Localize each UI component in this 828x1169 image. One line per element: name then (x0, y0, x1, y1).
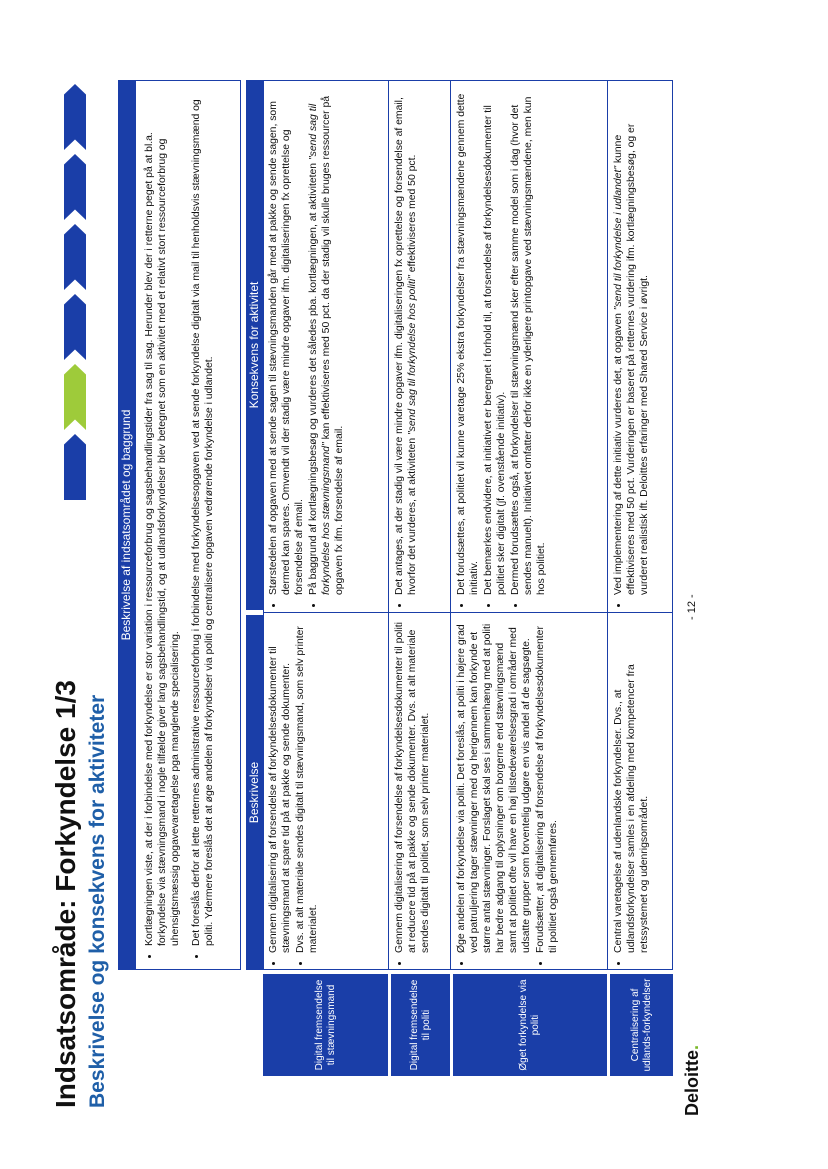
chevron-step-4 (64, 224, 86, 290)
chevron-step-6 (64, 84, 86, 150)
row-2-desc-bullet-1: • Gennem digitalisering af forsendelse af forkyndelsesdokumenter til politi at reducere tid på at pakke og sende dokumenter. Dvs. at alt materiale sendes digitalt til politiet, som selv printer materialet. (393, 621, 432, 953)
row-4-consequence (608, 80, 673, 612)
row-4-description (608, 613, 673, 970)
chevron-step-2-active (64, 364, 86, 430)
page-subtitle: Beskrivelse og konsekvens for aktiviteter (86, 694, 109, 1108)
row-1-description (263, 613, 388, 970)
intro-bullet-2: • Det foreslås derfor at lette retternes administrative ressourceforbrug i forbindelse med forkyndelsesopgaven ved at sende forkyndelse digitalt via mail til henholdsvis stævningsmænd og politi. Ydermere foreslås det at øge andelen af forkyndelser via politi og centralisere opgaven vedrørende forkyndelse i udlandet. (190, 94, 216, 946)
column-header-description: Beskrivelse (246, 615, 263, 970)
progress-chevrons (64, 80, 86, 500)
row-4-cons-bullet-1: • Ved implementering af dette initiativ vurderes det, at opgaven "send til forkyndelse i udlandet" kunne effektiviseres med 50 pct. Vurderingen er baseret på retternes vurdering ifm. kortlægningsbesøg, og er vurderet realistisk ift. Deloittes erfaringer med Shared Service i øvrigt. (612, 88, 651, 595)
deloitte-logo: Deloitte. (682, 1044, 702, 1116)
row-2-description (389, 613, 450, 970)
chevron-step-5 (64, 154, 86, 220)
intro-text (135, 80, 241, 970)
page-title: Indsatsområde: Forkyndelse 1/3 (50, 680, 81, 1108)
row-1-desc-bullet-2: • Dvs. at alt materiale sendes digitalt til stævningsmand, som selv printer materialet. (294, 621, 320, 953)
row-3-consequence (451, 80, 607, 612)
row-3-cons-bullet-1: • Det forudsættes, at politiet vil kunne varetage 25% ekstra forkyndelser fra stævningsmændene gennem dette initiativ. (455, 88, 481, 595)
row-label-oget-forkyndelse: Øget forkyndelse via politi (453, 974, 607, 1076)
row-1-cons-bullet-1: • Størstedelen af opgaven med at sende sagen til stævningsmanden går med at pakke og sende sagen, som dermed kan spares. Omvendt vil der stadig være mindre opgaver ifm. digitaliseringen fx oprettelse og forsendelse af email. (267, 88, 306, 595)
row-label-digital-stevningsmand: Digital fremsendelse til stævningsmand (263, 974, 388, 1076)
row-3-cons-bullet-3: • Dermed forudsættes også, at forkyndelser til stævningsmænd sker efter samme model som i dag (hvor det sendes manuelt). Initiativet omfatter derfor ikke en yderligere printopgave ved stævningsmændene, men kun hos politiet. (509, 88, 548, 595)
row-2-consequence (389, 80, 450, 612)
row-3-cons-bullet-2: • Det bemærkes endvidere, at initiativet er beregnet i forhold til, at forsendelse af forkyndelsesdokumenter til politiet sker digitalt (jf. ovenstående initiativ). (482, 88, 508, 595)
row-3-description (451, 613, 607, 970)
slide (50, 60, 710, 1120)
row-1-desc-bullet-1: • Gennem digitalisering af forsendelse af forkyndelsesdokumenter til stævningsmand at spare tid på at pakke og sende dokumenter. (267, 621, 293, 953)
section-header-background: Beskrivelse af indsatsområdet og baggrund (118, 80, 135, 970)
row-2-cons-bullet-1: • Det antages, at der stadig vil være mindre opgaver ifm. digitaliseringen fx oprettelse og forsendelse af email, hvorfor det vurderes, at aktiviteten "send sag til forkyndelse hos politi" effektiviseres med 50 pct. (393, 88, 419, 595)
intro-bullet-1: • Kortlægningen viste, at der i forbindelse med forkyndelse er stor variation i ressourceforbrug og sagsbehandlingstider fra sag til sag. Herunder blev der i retterne peget på at bl.a. forkyndelse via stævningsmand i nogle tilfælde giver lang sagsbehandlingstid, og at udlandsforkyndelser blev betegnet som en aktivitet med et relativt stort ressourceforbrug og uhensigtsmæssig opgavevaretagelse pga manglende specialisering. (143, 94, 182, 946)
row-3-desc-bullet-2: • Forudsætter, at digitalisering af forsendelse af forkyndelsesdokumenter til politiet også gennemføres. (534, 621, 560, 953)
row-3-desc-bullet-1: • Øge andelen af forkyndelse via politi. Det foreslås, at politi i højere grad ved patruljering tager stævninger med og herigennem kan forkynde et større antal stævninger. Forslaget skal ses i sammenhæng med at politi har bedre adgang til oplysninger om borgerne end stævningsmænd samt at politiet ofte vil have en høj tilstedeværelsesgrad i områder med udsatte grupper som forventelig udgøre en vis andel af de sagsøgte. (455, 621, 533, 953)
row-label-centralisering: Centralisering af udlands-forkyndelser (610, 974, 673, 1076)
page-number: - 12 - (686, 594, 698, 620)
row-4-desc-bullet-1: • Central varetagelse af udenlandske forkyndelser. Dvs., at udlandsforkyndelser samles i en afdeling med kompetencer fra retssystemet og udenrigsområdet. (612, 621, 651, 953)
row-1-consequence (263, 80, 388, 612)
row-1-cons-bullet-2: • På baggrund af kortlægningsbesøg og vurderes det således pba. kortlægningen, at aktiviteten "send sag til forkyndelse hos stævningsmand" kan effektiviseres med 50 pct. da der stadig vil skulle bruges ressourcer på opgaven fx ifm. forsendelse af email. (307, 88, 346, 595)
chevron-step-1 (64, 434, 86, 500)
column-header-consequence: Konsekvens for aktivitet (246, 80, 263, 610)
chevron-step-3 (64, 294, 86, 360)
row-label-digital-politi: Digital fremsendelse til politi (391, 974, 450, 1076)
